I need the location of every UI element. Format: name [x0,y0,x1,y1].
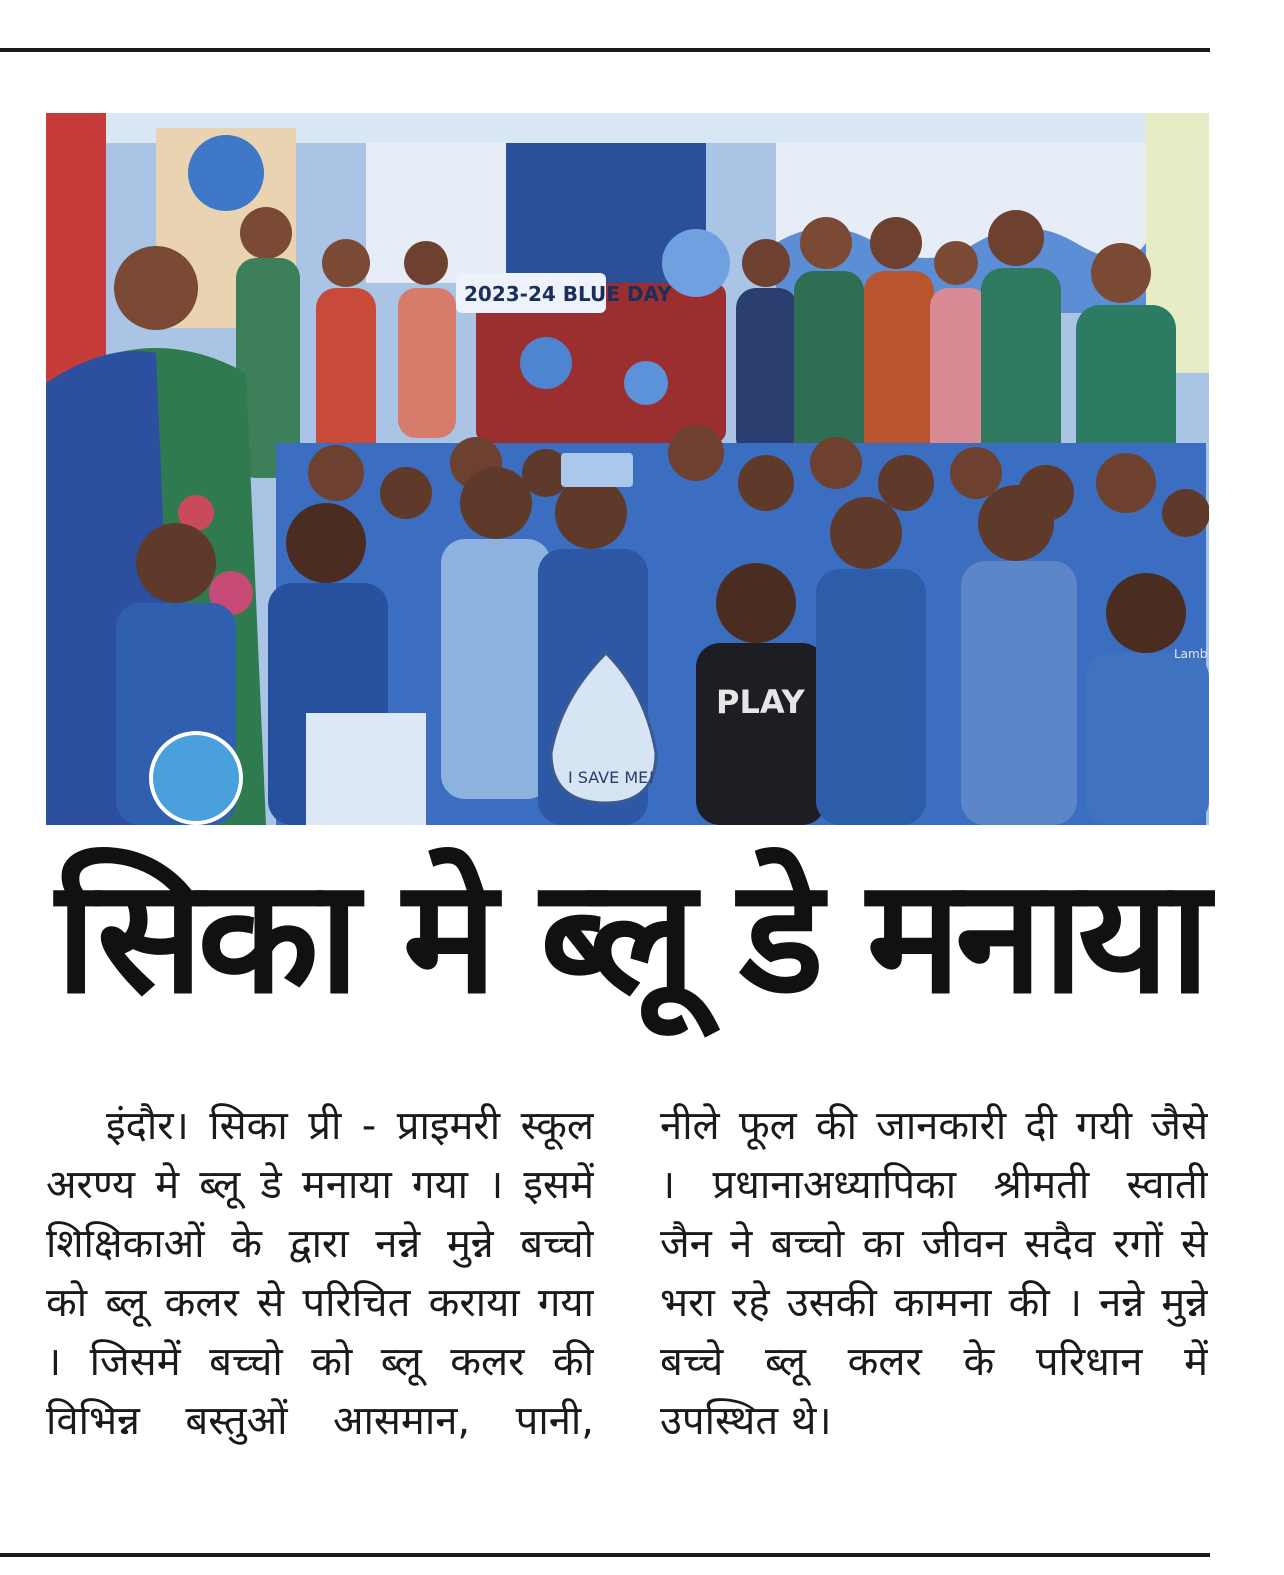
article-line: बच्चे ब्लू कलर के परिधान में [660,1339,1208,1385]
photo-illustration [46,113,1209,825]
board-cloud [662,229,730,297]
top-rule [0,48,1210,52]
board-balloon-2 [624,361,668,405]
article-line: अरण्य मे ब्लू डे मनाया गया । इसमें [46,1162,594,1208]
article-line: शिक्षिकाओं के द्वारा नन्ने मुन्ने बच्चो [46,1221,594,1267]
board-balloon-1 [520,337,572,389]
poster-flower [188,135,264,211]
bottom-rule [0,1553,1210,1557]
shirt-print: PLAY [716,683,805,721]
article-column-left [46,1097,594,1451]
article-line: उपस्थित थे। [660,1398,832,1444]
board-label: 2023-24 BLUE DAY [464,282,672,306]
news-photo [46,113,1209,825]
article-line: को ब्लू कलर से परिचित कराया गया [46,1280,594,1326]
article-line: । प्रधानाअध्यापिका श्रीमती स्वाती [660,1162,1208,1208]
paper-sheet [306,713,426,825]
article-line: जैन ने बच्चो का जीवन सदैव रगों से [660,1221,1208,1267]
drop-label: I SAVE ME! [568,768,655,787]
cartoon-card [151,733,241,823]
article-line: नीले फूल की जानकारी दी गयी जैसे [660,1103,1208,1149]
article-line: भरा रहे उसकी कामना की । नन्ने मुन्ने [660,1280,1208,1326]
article-line: इंदौर। सिका प्री - प्राइमरी स्कूल [106,1103,594,1149]
headline: सिका मे ब्लू डे मनाया [55,845,1205,1029]
article-line: विभिन्न बस्तुओं आसमान, पानी, [46,1398,594,1444]
article-column-right [660,1097,1208,1451]
shirt-badge: Lamb [1174,647,1208,661]
article-line: । जिसमें बच्चो को ब्लू कलर की [46,1339,594,1385]
